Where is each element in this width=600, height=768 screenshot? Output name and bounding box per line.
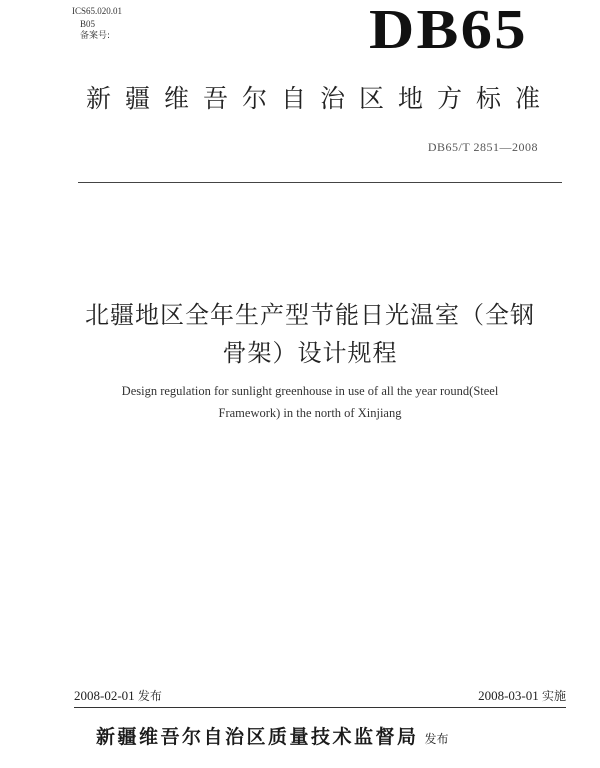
chinese-title: [60, 296, 560, 372]
publisher: [96, 724, 449, 752]
header-divider: [78, 182, 562, 183]
footer-divider: [74, 707, 566, 708]
english-title-line-1: Design regulation for sunlight greenhouse in use of all the year round(Steel: [121, 384, 499, 398]
record-number: 备案号:: [80, 31, 111, 41]
standard-number: DB65/T 2851—2008: [427, 140, 538, 154]
db65-logo: DB65: [369, 0, 528, 61]
chinese-title-line-2: 骨架）设计规程: [222, 339, 398, 367]
issue-label: 发布: [137, 689, 162, 703]
publisher-name: 新疆维吾尔自治区质量技术监督局: [96, 726, 419, 748]
ics-code: ICS65.020.01: [72, 6, 123, 16]
implementation-date: [478, 688, 566, 704]
english-title-line-2: Framework) in the north of Xinjiang: [218, 406, 402, 420]
issue-date-value: 2008-02-01: [74, 688, 135, 703]
implementation-date-value: 2008-03-01: [478, 688, 539, 703]
ccs-code: B05: [80, 19, 96, 29]
publisher-suffix: 发布: [424, 732, 449, 746]
standard-type-heading: 新疆维吾尔自治区地方标准: [86, 84, 555, 113]
english-title: [70, 380, 550, 424]
implementation-label: 实施: [541, 689, 566, 703]
chinese-title-line-1: 北疆地区全年生产型节能日光温室（全钢: [85, 301, 535, 329]
issue-date: [74, 688, 162, 704]
